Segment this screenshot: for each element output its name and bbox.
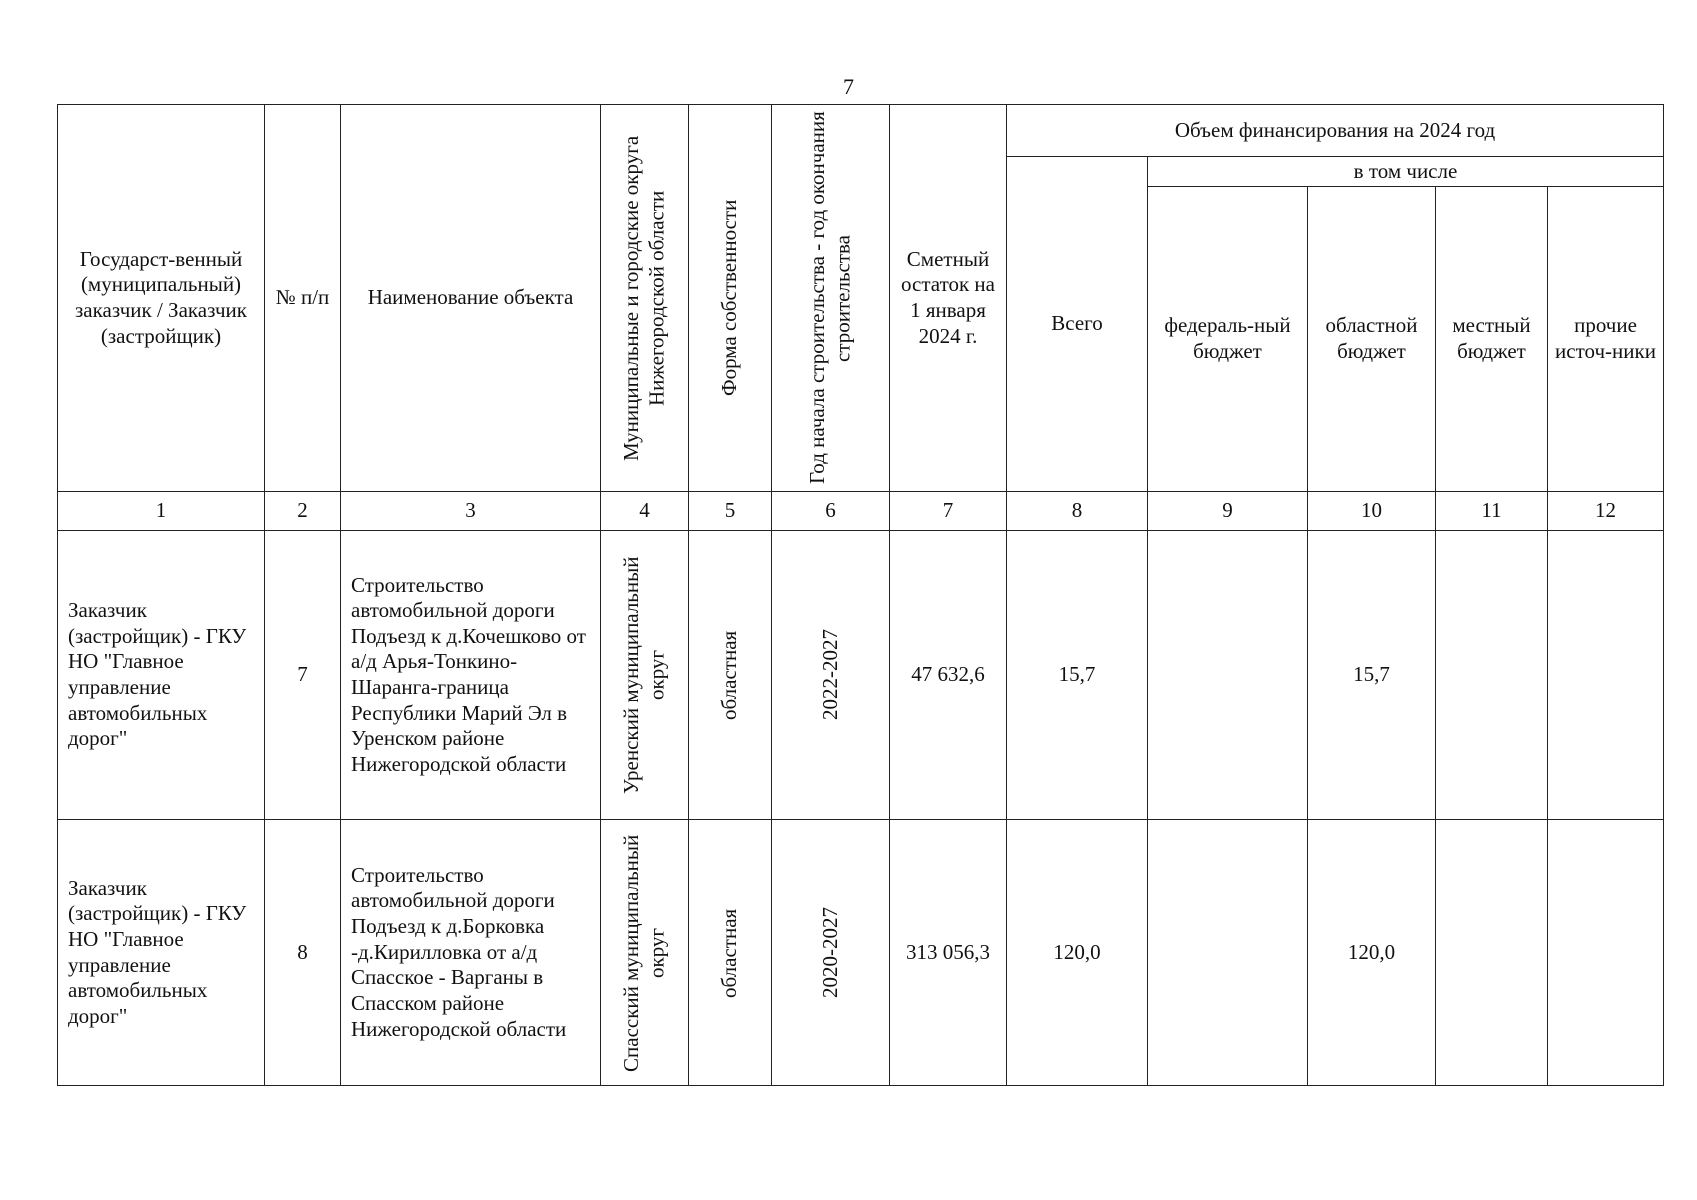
header-object-name: Наименование объекта	[341, 105, 601, 492]
header-other: прочие источ-ники	[1548, 187, 1664, 492]
header-local: местный бюджет	[1436, 187, 1548, 492]
row-ownership-text: областная	[717, 907, 742, 998]
row-customer: Заказчик (застройщик) - ГКУ НО "Главное управление автомобильных дорог"	[58, 820, 265, 1086]
header-years-text: Год начала строительства - год окончания строительства	[804, 111, 855, 485]
table-row	[58, 531, 1664, 820]
header-customer: Государст-венный (муниципальный) заказчик / Заказчик (застройщик)	[58, 105, 265, 492]
row-balance: 47 632,6	[890, 531, 1007, 820]
column-number: 10	[1308, 492, 1436, 531]
row-years-text: 2022-2027	[817, 629, 842, 721]
row-years	[772, 531, 890, 820]
header-total: Всего	[1007, 157, 1148, 492]
row-object-name: Строительство автомобильной дороги Подъезд к д.Борковка -д.Кирилловка от а/д Спасское - Варганы в Спасском районе Нижегородской области	[341, 820, 601, 1086]
row-federal	[1148, 531, 1308, 820]
column-number: 11	[1436, 492, 1548, 531]
table-row	[58, 820, 1664, 1086]
row-district	[601, 531, 689, 820]
row-federal	[1148, 820, 1308, 1086]
column-number: 9	[1148, 492, 1308, 531]
row-other	[1548, 531, 1664, 820]
header-including: в том числе	[1148, 157, 1664, 187]
row-years-text: 2020-2027	[817, 907, 842, 998]
column-number: 3	[341, 492, 601, 531]
row-total: 120,0	[1007, 820, 1148, 1086]
row-ownership	[689, 531, 772, 820]
row-district-text: Уренский муниципальный округ	[618, 556, 669, 794]
column-number-row	[58, 492, 1664, 531]
row-district-text: Спасский муниципальный округ	[618, 833, 669, 1072]
row-customer: Заказчик (застройщик) - ГКУ НО "Главное управление автомобильных дорог"	[58, 531, 265, 820]
row-ownership	[689, 820, 772, 1086]
header-regional: областной бюджет	[1308, 187, 1436, 492]
row-regional: 120,0	[1308, 820, 1436, 1086]
row-other	[1548, 820, 1664, 1086]
header-funding: Объем финансирования на 2024 год	[1007, 105, 1664, 157]
column-number: 6	[772, 492, 890, 531]
row-local	[1436, 820, 1548, 1086]
row-object-name: Строительство автомобильной дороги Подъезд к д.Кочешково от а/д Арья-Тонкино-Шаранга-граница Республики Марий Эл в Уренском районе Нижегородской области	[341, 531, 601, 820]
row-ownership-text: областная	[717, 630, 742, 720]
row-number: 8	[265, 820, 341, 1086]
column-number: 1	[58, 492, 265, 531]
column-number: 7	[890, 492, 1007, 531]
header-number: № п/п	[265, 105, 341, 492]
row-regional: 15,7	[1308, 531, 1436, 820]
page-number: 7	[843, 74, 854, 99]
header-federal: федераль-ный бюджет	[1148, 187, 1308, 492]
row-total: 15,7	[1007, 531, 1148, 820]
header-years	[772, 105, 890, 492]
row-local	[1436, 531, 1548, 820]
column-number: 5	[689, 492, 772, 531]
row-number: 7	[265, 531, 341, 820]
column-number: 2	[265, 492, 341, 531]
header-districts-text: Муниципальные и городские округа Нижегородской области	[618, 135, 669, 461]
header-ownership-text: Форма собственности	[717, 199, 742, 397]
financing-table	[57, 104, 1664, 1086]
header-ownership	[689, 105, 772, 492]
header-balance: Сметный остаток на 1 января 2024 г.	[890, 105, 1007, 492]
column-number: 4	[601, 492, 689, 531]
row-district	[601, 820, 689, 1086]
header-districts	[601, 105, 689, 492]
row-years	[772, 820, 890, 1086]
row-balance: 313 056,3	[890, 820, 1007, 1086]
column-number: 8	[1007, 492, 1148, 531]
column-number: 12	[1548, 492, 1664, 531]
